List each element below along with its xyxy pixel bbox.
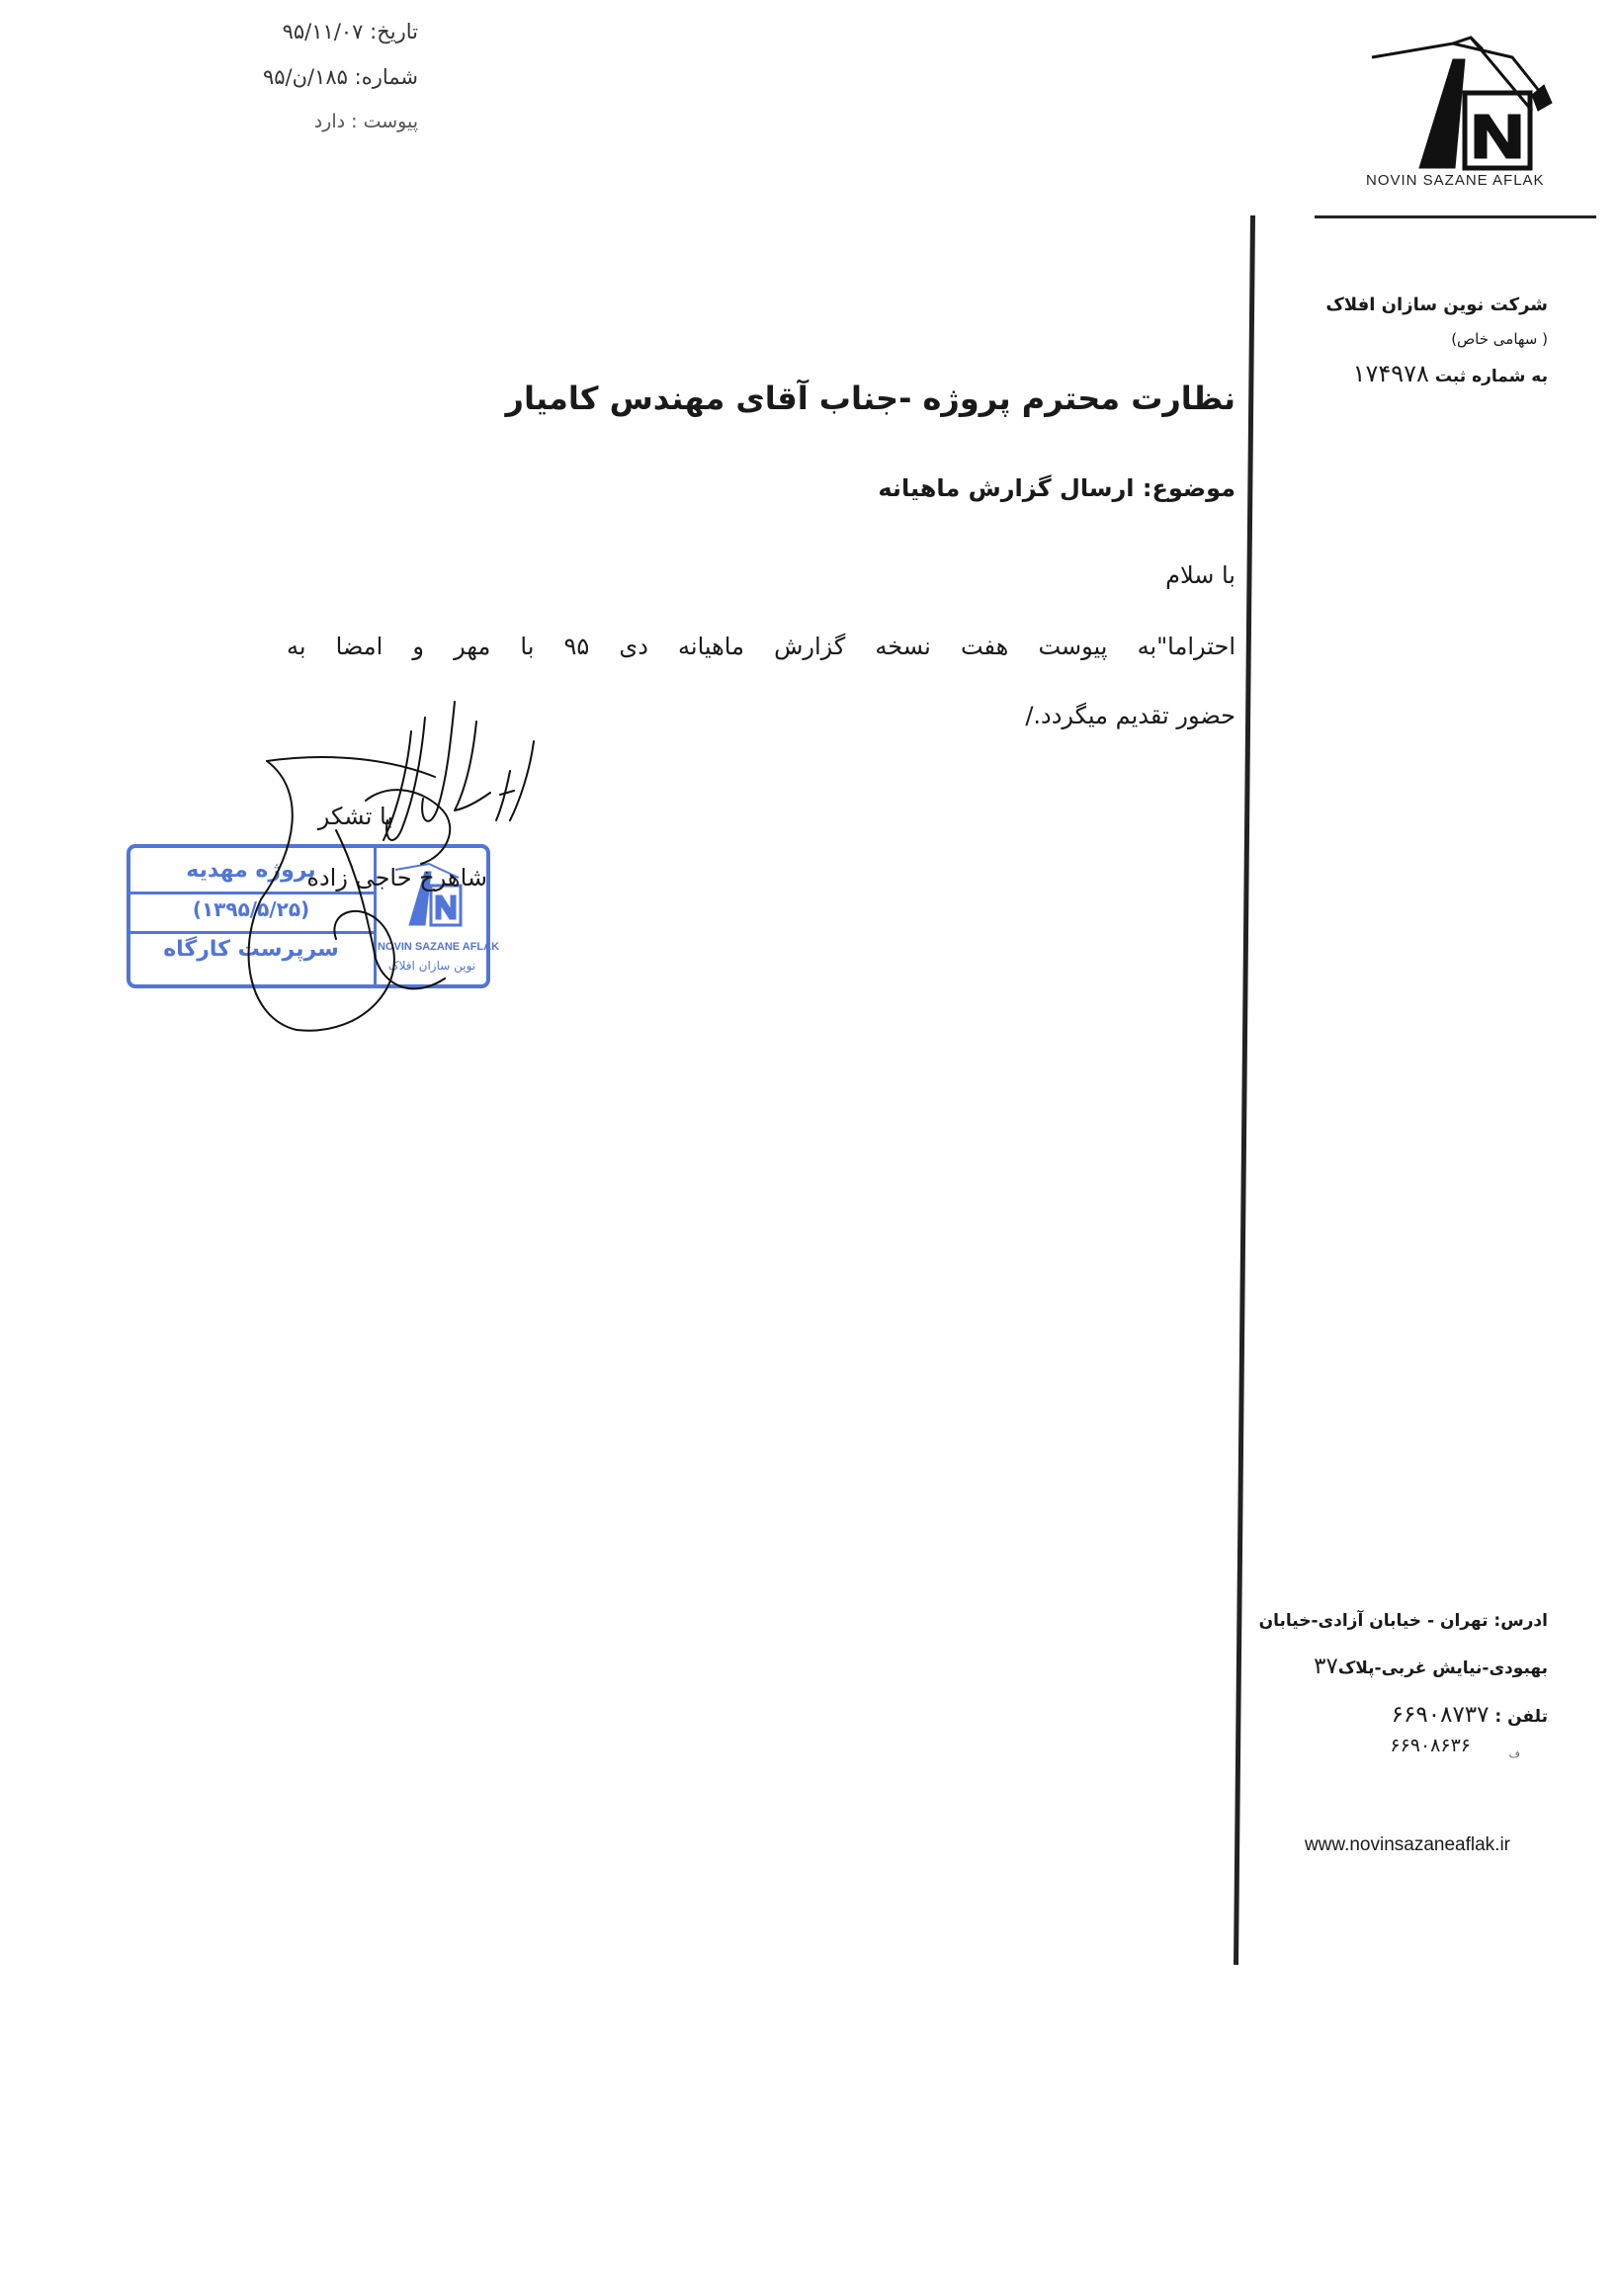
- stamp-line-2: (۱۳۹۵/۵/۲۵): [192, 897, 310, 921]
- phone-number: ۶۶۹۰۸۷۳۷: [1391, 1702, 1490, 1728]
- side-rule: [1234, 215, 1255, 1965]
- recipient: نظارت محترم پروژه -جناب آقای مهندس کامیار: [505, 380, 1236, 417]
- logo-caption: NOVIN SAZANE AFLAK: [1366, 172, 1545, 189]
- stamp-logo-text: NOVIN SAZANE AFLAK: [378, 941, 500, 953]
- registration-label: به شماره ثبت: [1434, 367, 1548, 386]
- stamp-line-3: سرپرست کارگاه: [163, 937, 339, 962]
- website-link[interactable]: www.novinsazaneaflak.ir: [1304, 1834, 1510, 1855]
- handwritten-signature: [217, 682, 593, 1077]
- greeting: با سلام: [1165, 561, 1236, 589]
- letter-date: تاریخ: ۹۵/۱۱/۰۷: [282, 20, 418, 43]
- stamp-line-1: پروژه مهدیه: [186, 858, 316, 883]
- body-paragraph-line-2: حضور تقدیم میگردد./: [1025, 702, 1236, 729]
- address-line-1: ادرس: تهران - خیابان آزادی-خیابان: [1258, 1611, 1548, 1631]
- phone-label: تلفن :: [1494, 1707, 1548, 1727]
- registration-row: [1353, 360, 1548, 387]
- stamp-logo-text-fa: نوین سازان افلاک: [387, 959, 476, 973]
- letter-attachment: پیوست : دارد: [313, 111, 418, 132]
- closing-thanks: با تشکر: [317, 803, 393, 830]
- letter-number: شماره: ۱۸۵/ن/۹۵: [262, 65, 418, 89]
- address-plate: ۳۷: [1314, 1654, 1338, 1679]
- body-paragraph-line-1: احتراما"به پیوست هفت نسخه گزارش ماهیانه دی ۹۵ با مهر و امضا به: [287, 633, 1236, 660]
- subject: موضوع: ارسال گزارش ماهیانه: [878, 474, 1236, 502]
- signer-name: شاهرخ حاجی زاده: [306, 864, 487, 892]
- registration-number: ۱۷۴۹۷۸: [1352, 360, 1429, 387]
- fax-label: ف: [1508, 1747, 1520, 1760]
- company-name: شرکت نوین سازان افلاک: [1325, 295, 1548, 315]
- header-rule: [1315, 215, 1596, 218]
- phone-row: [1392, 1702, 1548, 1728]
- phone-number-2: ۶۶۹۰۸۶۳۶: [1390, 1735, 1471, 1756]
- company-type: ( سهامی خاص): [1451, 330, 1548, 348]
- address-line-2-text: بهبودی-نیایش غربی-پلاک: [1337, 1658, 1548, 1678]
- address-line-2: [1314, 1654, 1548, 1679]
